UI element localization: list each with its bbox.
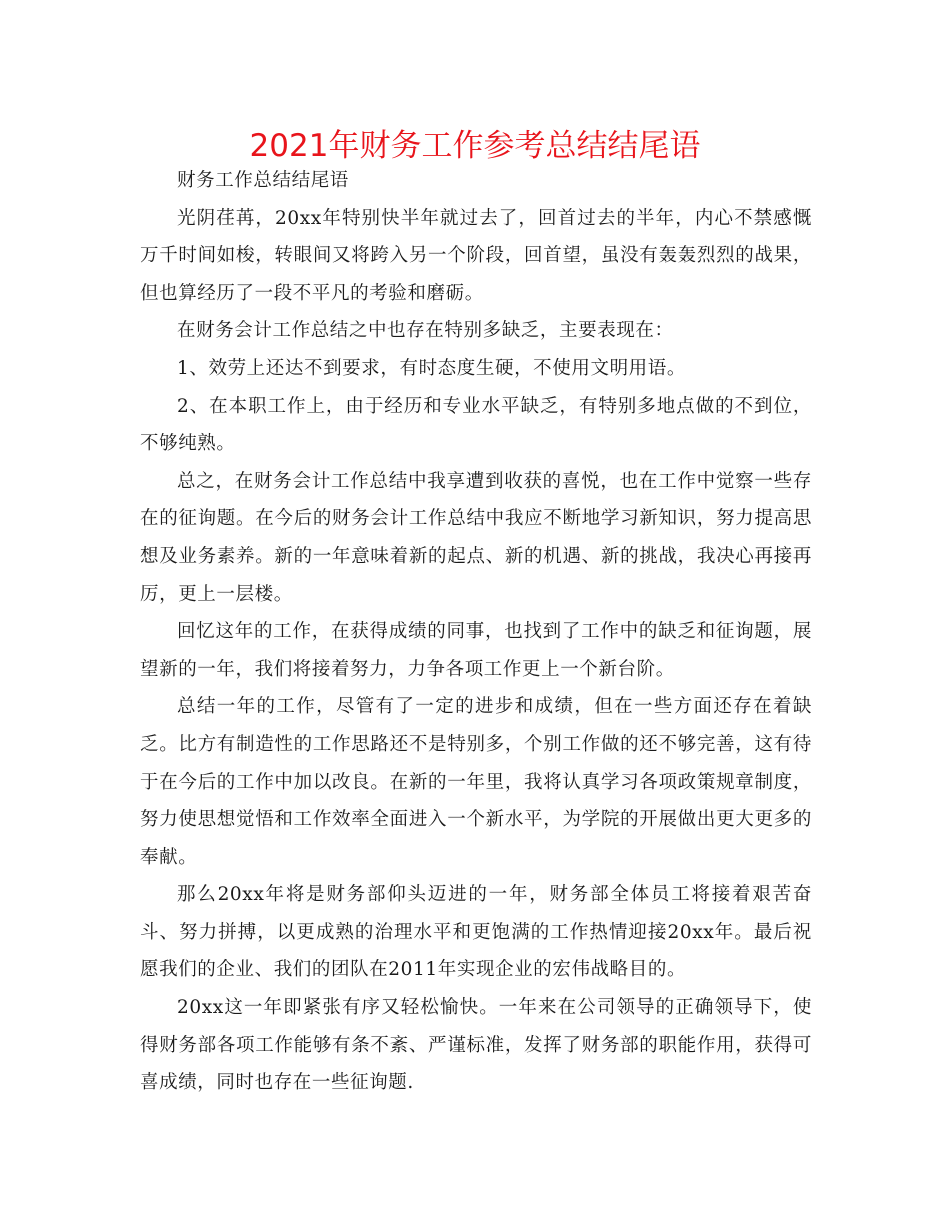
paragraph: 2、在本职工作上，由于经历和专业水平缺乏，有特别多地点做的不到位，不够纯熟。 [140, 395, 812, 455]
document-body [140, 162, 812, 1102]
paragraph-subtitle: 财务工作总结结尾语 [177, 170, 349, 191]
paragraph: 回忆这年的工作，在获得成绩的同事，也找到了工作中的缺乏和征询题，展望新的一年，我们将接着努力，力争各项工作更上一个新台阶。 [140, 621, 812, 680]
paragraph: 在财务会计工作总结之中也存在特别多缺乏，主要表现在： [177, 320, 674, 342]
paragraph: 总之，在财务会计工作总结中我享遭到收获的喜悦，也在工作中觉察一些存在的征询题。在今后的财务会计工作总结中我应不断地学习新知识，努力提高思想及业务素养。新的一年意味着新的起点、新的机遇、新的挑战，我决心再接再厉，更上一层楼。 [140, 470, 812, 605]
paragraph: 那么20xx年将是财务部仰头迈进的一年，财务部全体员工将接着艰苦奋斗、努力拼搏，以更成熟的治理水平和更饱满的工作热情迎接20xx年。最后祝愿我们的企业、我们的团队在2011年实现企业的宏伟战略目的。 [140, 884, 812, 981]
paragraph: 总结一年的工作，尽管有了一定的进步和成绩，但在一些方面还存在着缺乏。比方有制造性的工作思路还不是特别多，个别工作做的还不够完善，这有待于在今后的工作中加以改良。在新的一年里，我将认真学习各项政策规章制度，努力使思想觉悟和工作效率全面进入一个新水平，为学院的开展做出更大更多的奉献。 [140, 696, 812, 868]
document-title: 2021年财务工作参考总结结尾语 [249, 128, 701, 164]
paragraph: 光阴荏苒，20xx年特别快半年就过去了，回首过去的半年，内心不禁感慨万千时间如梭，转眼间又将跨入另一个阶段，回首望，虽没有轰轰烈烈的战果，但也算经历了一段不平凡的考验和磨砺。 [140, 207, 812, 304]
paragraph: 20xx这一年即紧张有序又轻松愉快。一年来在公司领导的正确领导下，使得财务部各项工作能够有条不紊、严谨标准，发挥了财务部的职能作用，获得可喜成绩，同时也存在一些征询题. [140, 997, 812, 1094]
paragraph: 1、效劳上还达不到要求，有时态度生硬，不使用文明用语。 [177, 357, 686, 379]
